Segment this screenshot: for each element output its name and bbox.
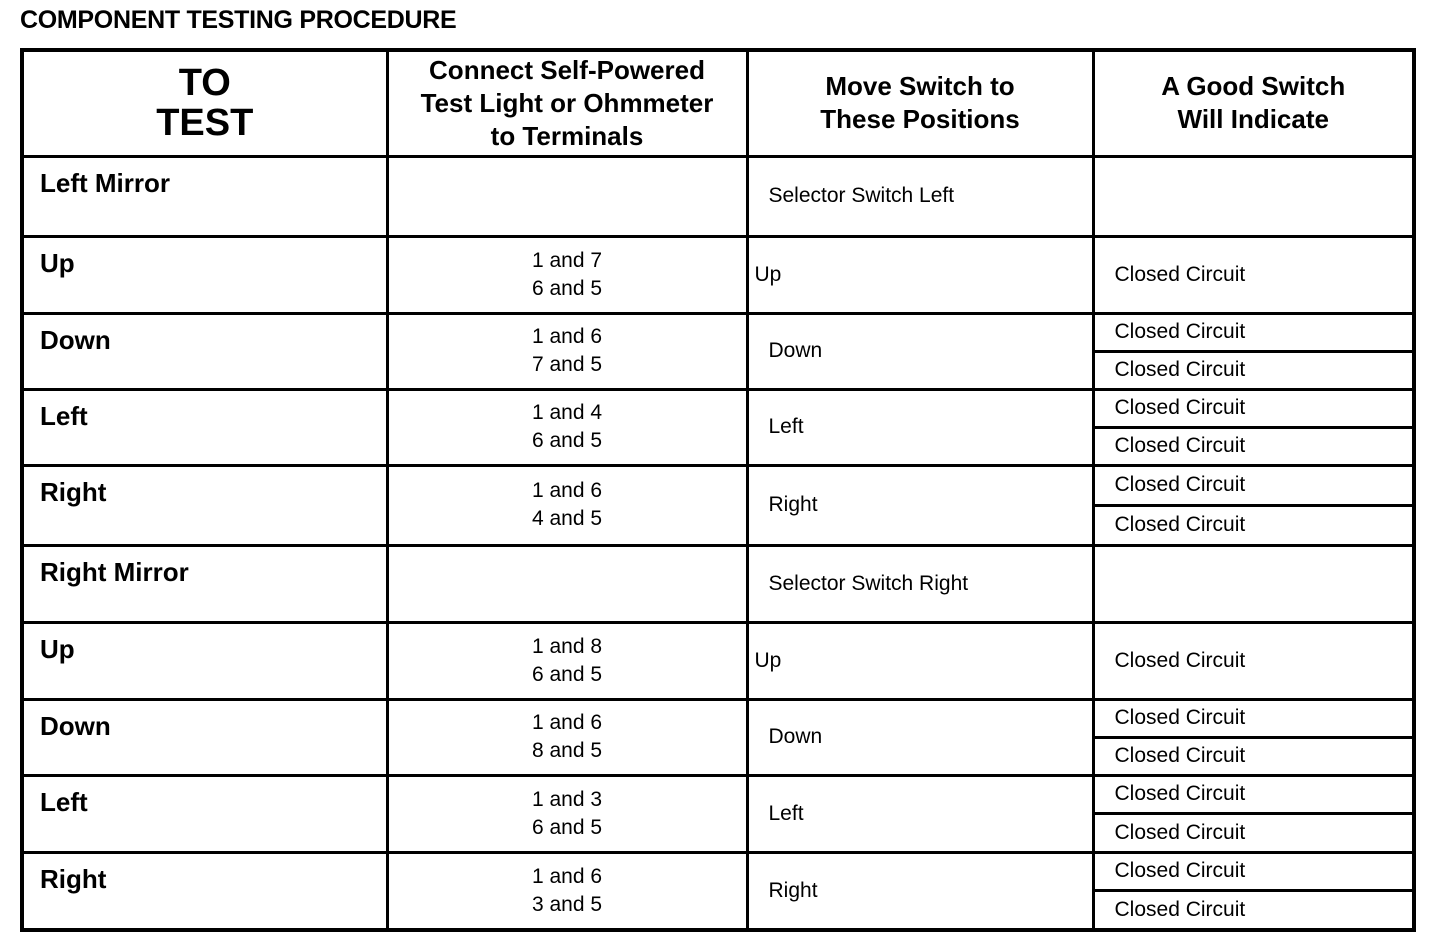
indicate-result: Closed Circuit [1095,736,1413,774]
header-line: TEST [156,102,254,145]
indicate-result: Closed Circuit [1114,859,1246,883]
table-row [22,622,1414,699]
position-cell: Selector Switch Left [747,156,1093,236]
terminal-pair: 4 and 5 [531,507,603,530]
terminals-cell [387,236,747,313]
table-row [22,236,1414,313]
to-test-cell: Right [22,852,387,930]
position-cell: Up [747,236,1093,313]
indicate-cell [1093,313,1414,389]
position-cell: Left [747,775,1093,852]
terminals-cell [387,465,747,545]
to-test-cell: Right [22,465,387,545]
table-row [22,465,1414,545]
table-row [22,313,1414,389]
to-test-cell: Left [22,775,387,852]
terminal-pair: 1 and 6 [531,864,603,888]
position-cell: Up [747,622,1093,699]
indicate-cell [1093,699,1414,775]
indicate-cell [1093,389,1414,465]
terminals-cell [387,389,747,465]
position-cell: Right [747,852,1093,930]
to-test-cell: Right Mirror [22,545,387,622]
header-line: Connect Self-Powered [429,54,705,85]
to-test-cell: Left [22,389,387,465]
header-line: Will Indicate [1177,104,1329,135]
terminals-cell [387,852,747,930]
terminal-pair: 1 and 4 [531,401,603,424]
terminals-cell [387,156,747,236]
table-row [22,156,1414,236]
terminal-pair: 1 and 6 [531,711,603,734]
terminal-pair: 6 and 5 [531,662,603,686]
indicate-cell [1093,545,1414,622]
indicate-cell [1093,465,1414,545]
page-title: COMPONENT TESTING PROCEDURE [20,6,457,34]
indicate-cell [1093,156,1414,236]
terminals-cell [387,313,747,389]
header-line: Move Switch to [825,71,1015,102]
terminal-pair: 6 and 5 [531,276,603,300]
position-cell: Down [747,699,1093,775]
header-line: A Good Switch [1161,71,1346,102]
header-line: Test Light or Ohmmeter [420,87,714,118]
terminal-pair: 1 and 7 [531,248,603,272]
to-test-cell: Up [22,622,387,699]
header-indicate [1093,50,1414,156]
terminal-pair: 8 and 5 [531,739,603,762]
terminals-cell [387,545,747,622]
table-row [22,852,1414,930]
table-row [22,545,1414,622]
terminal-pair: 3 and 5 [531,892,603,916]
terminals-cell [387,622,747,699]
indicate-cell: Closed Circuit [1093,622,1414,699]
terminal-pair: 1 and 3 [531,787,603,811]
header-line: These Positions [820,104,1020,135]
indicate-result: Closed Circuit [1114,473,1246,496]
header-to-test [22,50,387,156]
terminals-cell [387,775,747,852]
table-row [22,699,1414,775]
indicate-result: Closed Circuit [1095,350,1413,388]
to-test-cell: Down [22,699,387,775]
indicate-result: Closed Circuit [1095,426,1413,464]
header-terminals [387,50,747,156]
terminal-pair: 1 and 6 [531,325,603,348]
header-row [22,50,1414,156]
table-row [22,775,1414,852]
indicate-result: Closed Circuit [1095,889,1413,928]
header-positions [747,50,1093,156]
indicate-result: Closed Circuit [1114,396,1246,419]
terminal-pair: 1 and 6 [531,479,603,502]
position-cell: Left [747,389,1093,465]
terminal-pair: 6 and 5 [531,815,603,839]
indicate-result: Closed Circuit [1095,812,1413,851]
indicate-result: Closed Circuit [1095,504,1413,544]
indicate-result: Closed Circuit [1114,706,1246,729]
to-test-cell: Down [22,313,387,389]
indicate-result: Closed Circuit [1114,320,1246,343]
header-line: TO [178,62,231,105]
indicate-cell [1093,852,1414,930]
indicate-cell: Closed Circuit [1093,236,1414,313]
terminal-pair: 6 and 5 [531,429,603,452]
to-test-cell: Up [22,236,387,313]
header-line: to Terminals [490,120,644,151]
position-cell: Selector Switch Right [747,545,1093,622]
terminal-pair: 1 and 8 [531,634,603,658]
terminal-pair: 7 and 5 [531,353,603,376]
position-cell: Down [747,313,1093,389]
to-test-cell: Left Mirror [22,156,387,236]
component-testing-table [20,48,1416,932]
terminals-cell [387,699,747,775]
position-cell: Right [747,465,1093,545]
indicate-result: Closed Circuit [1114,782,1246,806]
table-row [22,389,1414,465]
indicate-cell [1093,775,1414,852]
